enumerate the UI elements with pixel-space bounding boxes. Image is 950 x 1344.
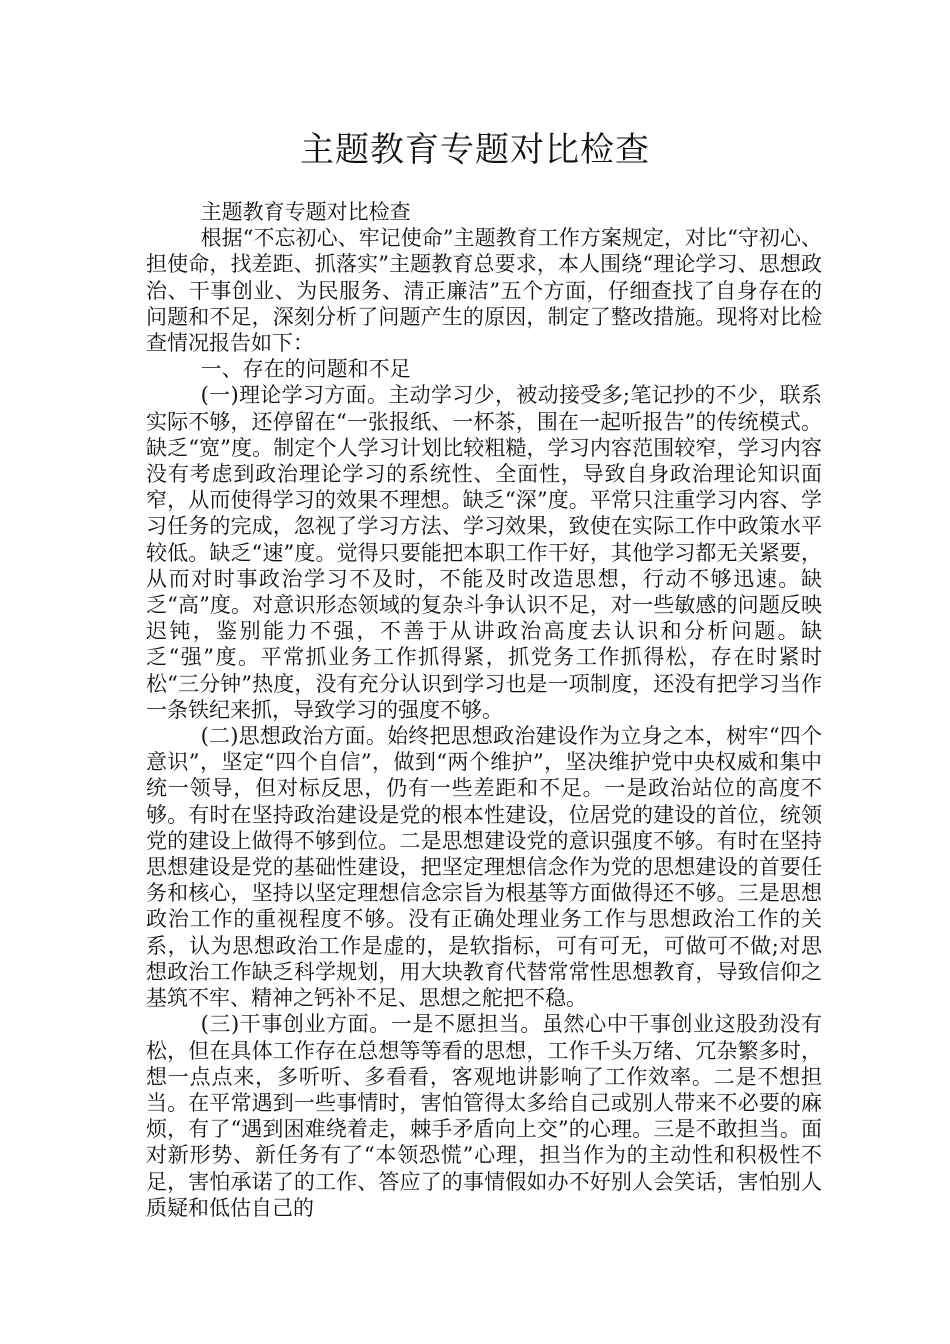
body-paragraph-theory-study: (一)理论学习方面。主动学习少，被动接受多;笔记抄的不少，联系实际不够，还停留在“一张报纸、一杯茶，围在一起听报告”的传统模式。缺乏“宽”度。制定个人学习计划比较粗糙，学习内容范围较窄，学习内容没有考虑到政治理论学习的系统性、全面性，导致自身政治理论知识面窄，从而使得学习的效果不理想。缺乏“深”度。平常只注重学习内容、学习任务的完成，忽视了学习方法、学习效果，致使在实际工作中政策水平较低。缺乏“速”度。觉得只要能把本职工作干好，其他学习都无关紧要，从而对时事政治学习不及时，不能及时改造思想，行动不够迅速。缺乏“高”度。对意识形态领域的复杂斗争认识不足，对一些敏感的问题反映迟钝，鉴别能力不强，不善于从讲政治高度去认识和分析问题。缺乏“强”度。平常抓业务工作抓得紧，抓党务工作抓得松，存在时紧时松“三分钟”热度，没有充分认识到学习也是一项制度，还没有把学习当作一条铁纪来抓，导致学习的强度不够。 <box>146 383 822 722</box>
body-paragraph-ideology-politics: (二)思想政治方面。始终把思想政治建设作为立身之本，树牢“四个意识”，坚定“四个自信”，做到“两个维护”，坚决维护党中央权威和集中统一领导，但对标反思，仍有一些差距和不足。一是政治站位的高度不够。有时在坚持政治建设是党的根本性建设，位居党的建设的首位，统领党的建设上做得不够到位。二是思想建设党的意识强度不够。有时在坚持思想建设是党的基础性建设，把坚定理想信念作为党的思想建设的首要任务和核心，坚持以坚定理想信念宗旨为根基等方面做得还不够。三是思想政治工作的重视程度不够。没有正确处理业务工作与思想政治工作的关系，认为思想政治工作是虚的，是软指标，可有可无，可做可不做;对思想政治工作缺乏科学规划，用大块教育代替常常性思想教育，导致信仰之基筑不牢、精神之钙补不足、思想之舵把不稳。 <box>146 724 822 1011</box>
body-paragraph-subtitle: 主题教育专题对比检查 <box>200 200 411 224</box>
document-body <box>146 199 822 1221</box>
body-paragraph-intro: 根据“不忘初心、牢记使命”主题教育工作方案规定，对比“守初心、担使命，找差距、抓落实”主题教育总要求，本人围绕“理论学习、思想政治、干事创业、为民服务、清正廉洁”五个方面，仔细查找了自身存在的问题和不足，深刻分析了问题产生的原因，制定了整改措施。现将对比检查情况报告如下： <box>146 226 822 356</box>
document-title: 主题教育专题对比检查 <box>300 130 650 170</box>
section-heading-problems: 一、存在的问题和不足 <box>200 357 411 382</box>
body-paragraph-work-entrepreneurship: (三)干事创业方面。一是不愿担当。虽然心中干事创业这股劲没有松，但在具体工作存在总想等等看的思想，工作千头万绪、冗杂繁多时，想一点点来，多听听、多看看，客观地讲影响了工作效率。二是不想担当。在平常遇到一些事情时，害怕管得太多给自己或别人带来不必要的麻烦，有了“遇到困难绕着走，棘手矛盾向上交”的心理。三是不敢担当。面对新形势、新任务有了“本领恐慌”心理，担当作为的主动性和积极性不足，害怕承诺了的工作、答应了的事情假如办不好别人会笑话，害怕别人质疑和低估自己的 <box>146 1012 822 1220</box>
